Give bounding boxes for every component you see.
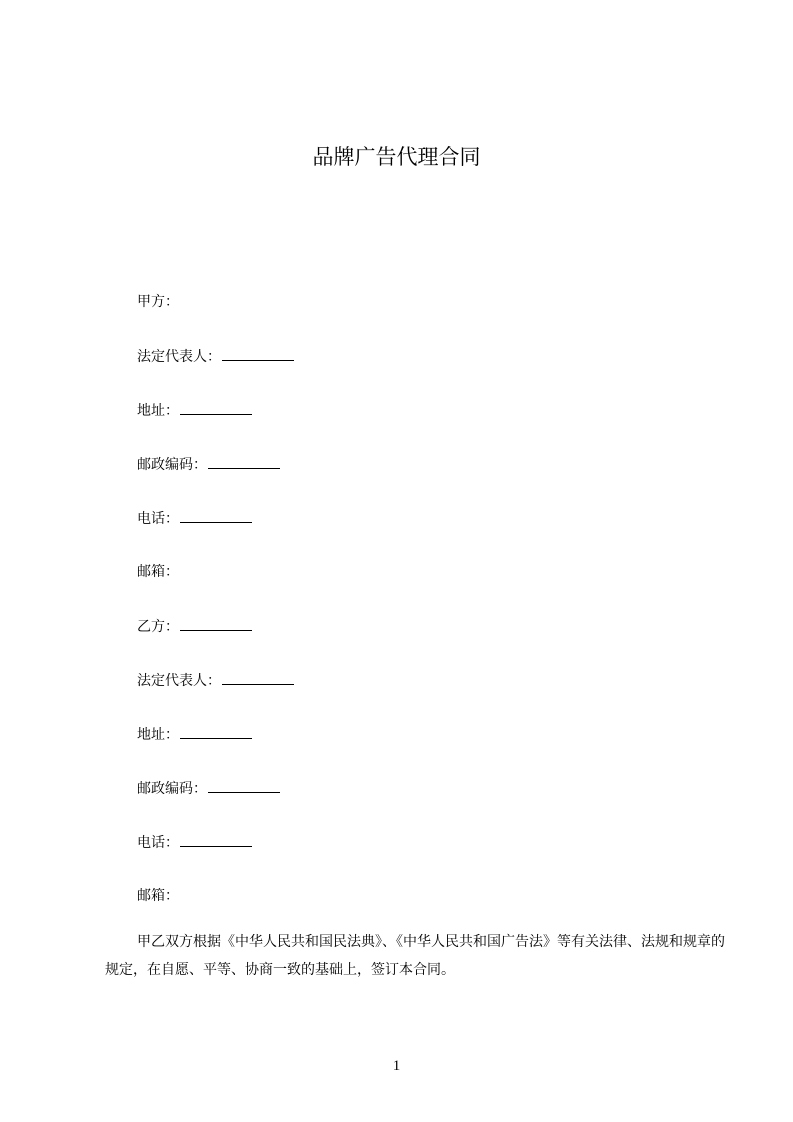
party-a-address-label: 地址： [137,403,179,419]
party-b-field [137,616,252,636]
party-b-email-field [137,886,179,906]
party-b-postcode-field [137,778,280,798]
party-b-postcode-label: 邮政编码： [137,781,207,797]
party-b-legal-rep-field [137,670,294,690]
party-a-field [137,292,179,312]
preamble-paragraph: 甲乙双方根据《中华人民共和国民法典》、《中华人民共和国广告法》等有关法律、法规和规章的规定，在自愿、平等、协商一致的基础上，签订本合同。 [105,934,725,978]
party-a-legal-rep-label: 法定代表人： [137,349,221,365]
party-b-address-field [137,724,252,744]
party-b-phone-label: 电话： [137,835,179,851]
party-b-address-blank [180,724,252,739]
party-a-phone-label: 电话： [137,511,179,527]
party-a-email-field [137,562,179,582]
party-a-legal-rep-field [137,346,294,366]
party-a-legal-rep-blank [222,346,294,361]
page-number: 1 [392,1058,401,1074]
party-b-phone-blank [180,832,252,847]
party-a-postcode-blank [208,454,280,469]
party-b-address-label: 地址： [137,727,179,743]
party-b-legal-rep-label: 法定代表人： [137,673,221,689]
party-a-email-label: 邮箱： [137,564,179,580]
party-b-legal-rep-blank [222,670,294,685]
party-a-address-field [137,400,252,420]
party-b-blank [180,616,252,631]
party-a-postcode-label: 邮政编码： [137,457,207,473]
contract-title: 品牌广告代理合同 [312,145,481,169]
party-a-postcode-field [137,454,280,474]
party-a-label: 甲方： [137,294,179,310]
party-b-phone-field [137,832,252,852]
party-b-email-label: 邮箱： [137,888,179,904]
party-a-address-blank [180,400,252,415]
party-b-postcode-blank [208,778,280,793]
party-a-phone-blank [180,508,252,523]
party-a-phone-field [137,508,252,528]
party-b-label: 乙方： [137,619,179,635]
